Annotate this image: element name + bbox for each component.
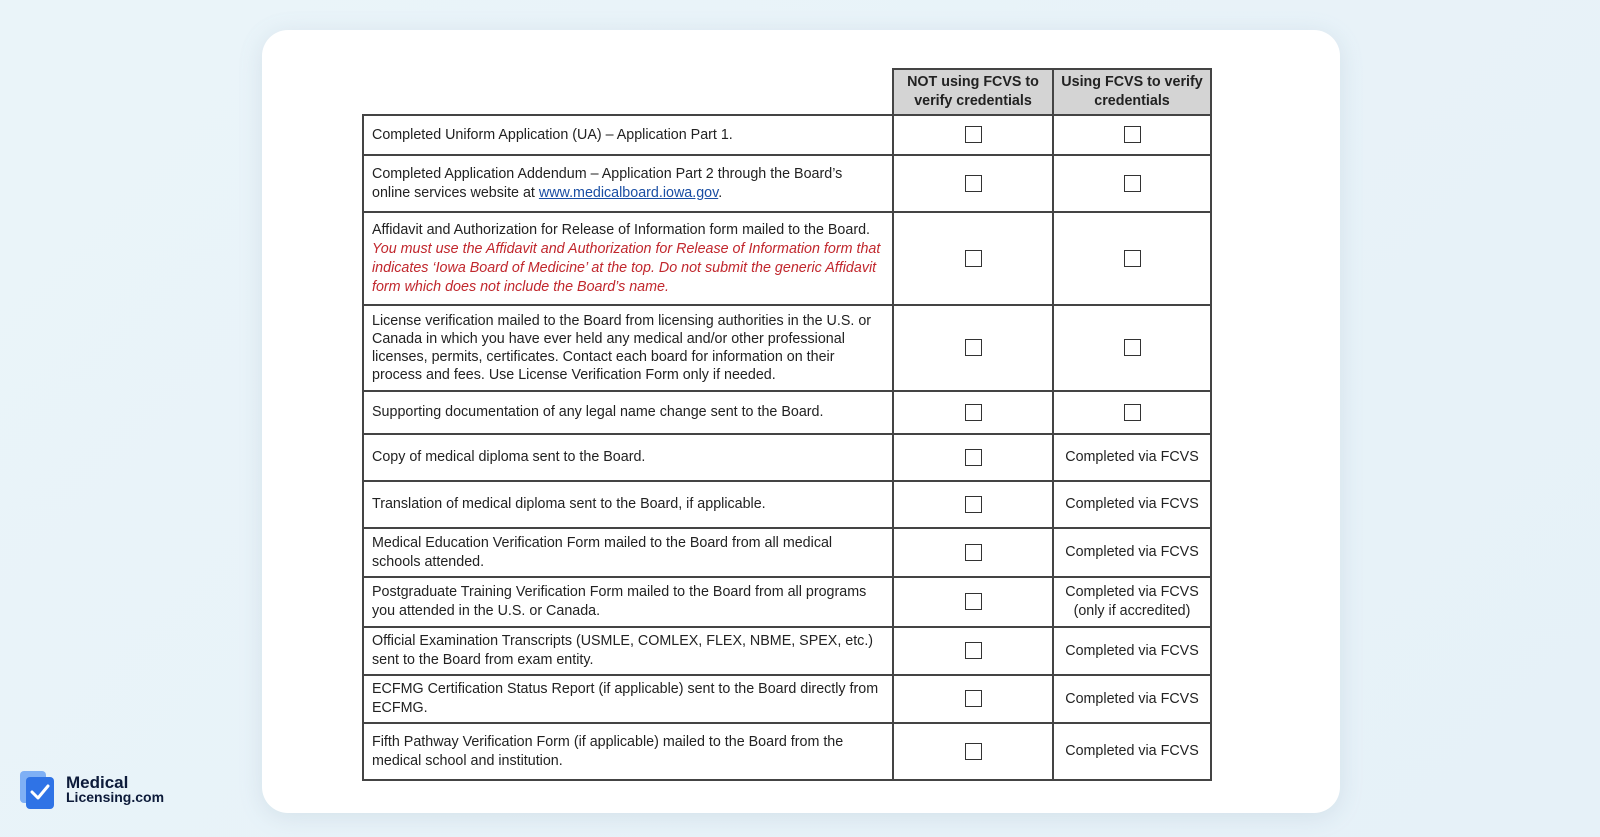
table-row <box>363 212 1211 305</box>
checkbox-not-fcvs[interactable] <box>965 175 982 192</box>
fcvs-status-note: (only if accredited) <box>1073 603 1191 619</box>
checkbox-not-fcvs[interactable] <box>965 544 982 561</box>
requirement-text: Copy of medical diploma sent to the Board. <box>363 434 893 481</box>
table-row <box>363 155 1211 212</box>
medical-licensing-logo[interactable] <box>20 771 164 809</box>
requirement-text: Completed Uniform Application (UA) – Application Part 1. <box>363 115 893 155</box>
requirement-text: License verification mailed to the Board from licensing authorities in the U.S. or Canada in which you have ever held any medical and/or other professional licenses, permits, certificates. Contact each board for information on their process and fees. Use License Verification Form only if needed. <box>363 305 893 391</box>
table-row <box>363 723 1211 780</box>
checkbox-not-fcvs[interactable] <box>965 743 982 760</box>
requirement-text: Supporting documentation of any legal name change sent to the Board. <box>363 391 893 434</box>
affidavit-warning-note: You must use the Affidavit and Authorization for Release of Information form that indicates ‘Iowa Board of Medicine’ at the top. Do not submit the generic Affidavit form which does not include the Board’s name. <box>372 240 881 295</box>
checkbox-fcvs[interactable] <box>1124 339 1141 356</box>
checkbox-fcvs[interactable] <box>1124 126 1141 143</box>
checkbox-not-fcvs[interactable] <box>965 126 982 143</box>
checkbox-not-fcvs[interactable] <box>965 690 982 707</box>
requirement-text: Completed Application Addendum – Application Part 2 through the Board’s online services website at www.medicalboard.iowa.gov. <box>363 155 893 212</box>
header-blank <box>363 69 893 115</box>
table-row <box>363 577 1211 627</box>
requirement-text: Postgraduate Training Verification Form mailed to the Board from all programs you attended in the U.S. or Canada. <box>363 577 893 627</box>
requirement-text: Medical Education Verification Form mailed to the Board from all medical schools attended. <box>363 528 893 577</box>
requirements-table <box>362 68 1212 781</box>
table-row <box>363 528 1211 577</box>
checkbox-not-fcvs[interactable] <box>965 496 982 513</box>
requirement-text: Translation of medical diploma sent to the Board, if applicable. <box>363 481 893 528</box>
checkbox-not-fcvs[interactable] <box>965 404 982 421</box>
fcvs-status: Completed via FCVS <box>1053 528 1211 577</box>
checkbox-not-fcvs[interactable] <box>965 339 982 356</box>
checkmark-logo-icon <box>20 771 56 809</box>
checkbox-not-fcvs[interactable] <box>965 250 982 267</box>
fcvs-status: Completed via FCVS <box>1053 481 1211 528</box>
requirement-text: Fifth Pathway Verification Form (if applicable) mailed to the Board from the medical school and institution. <box>363 723 893 780</box>
fcvs-status: Completed via FCVS <box>1053 627 1211 675</box>
checkbox-fcvs[interactable] <box>1124 250 1141 267</box>
table-row <box>363 675 1211 723</box>
logo-wordmark: Medical Licensing.com <box>66 773 165 805</box>
board-website-link[interactable]: www.medicalboard.iowa.gov <box>538 184 719 201</box>
header-row <box>363 69 1211 115</box>
requirement-text: Affidavit and Authorization for Release of Information form mailed to the Board. You must use the Affidavit and Authorization for Release of Information form that indicates ‘Iowa Board of Medicine’ at the top. Do not submit the generic Affidavit form which does not include the Board’s name. <box>363 212 893 305</box>
table-row <box>363 391 1211 434</box>
requirement-text: Official Examination Transcripts (USMLE, COMLEX, FLEX, NBME, SPEX, etc.) sent to the Board from exam entity. <box>363 627 893 675</box>
fcvs-status: Completed via FCVS <box>1053 675 1211 723</box>
table-row <box>363 481 1211 528</box>
table-row <box>363 627 1211 675</box>
requirement-text: ECFMG Certification Status Report (if applicable) sent to the Board directly from ECFMG. <box>363 675 893 723</box>
checkbox-not-fcvs[interactable] <box>965 642 982 659</box>
table-row <box>363 115 1211 155</box>
header-not-fcvs: NOT using FCVS to verify credentials <box>893 69 1053 115</box>
document-card <box>262 30 1340 813</box>
fcvs-status: Completed via FCVS <box>1053 434 1211 481</box>
header-fcvs: Using FCVS to verify credentials <box>1053 69 1211 115</box>
checkbox-not-fcvs[interactable] <box>965 449 982 466</box>
table-row <box>363 434 1211 481</box>
checkbox-fcvs[interactable] <box>1124 404 1141 421</box>
fcvs-status: Completed via FCVS (only if accredited) <box>1053 577 1211 627</box>
table-row <box>363 305 1211 391</box>
checkbox-not-fcvs[interactable] <box>965 593 982 610</box>
checkbox-fcvs[interactable] <box>1124 175 1141 192</box>
fcvs-status: Completed via FCVS <box>1053 723 1211 780</box>
